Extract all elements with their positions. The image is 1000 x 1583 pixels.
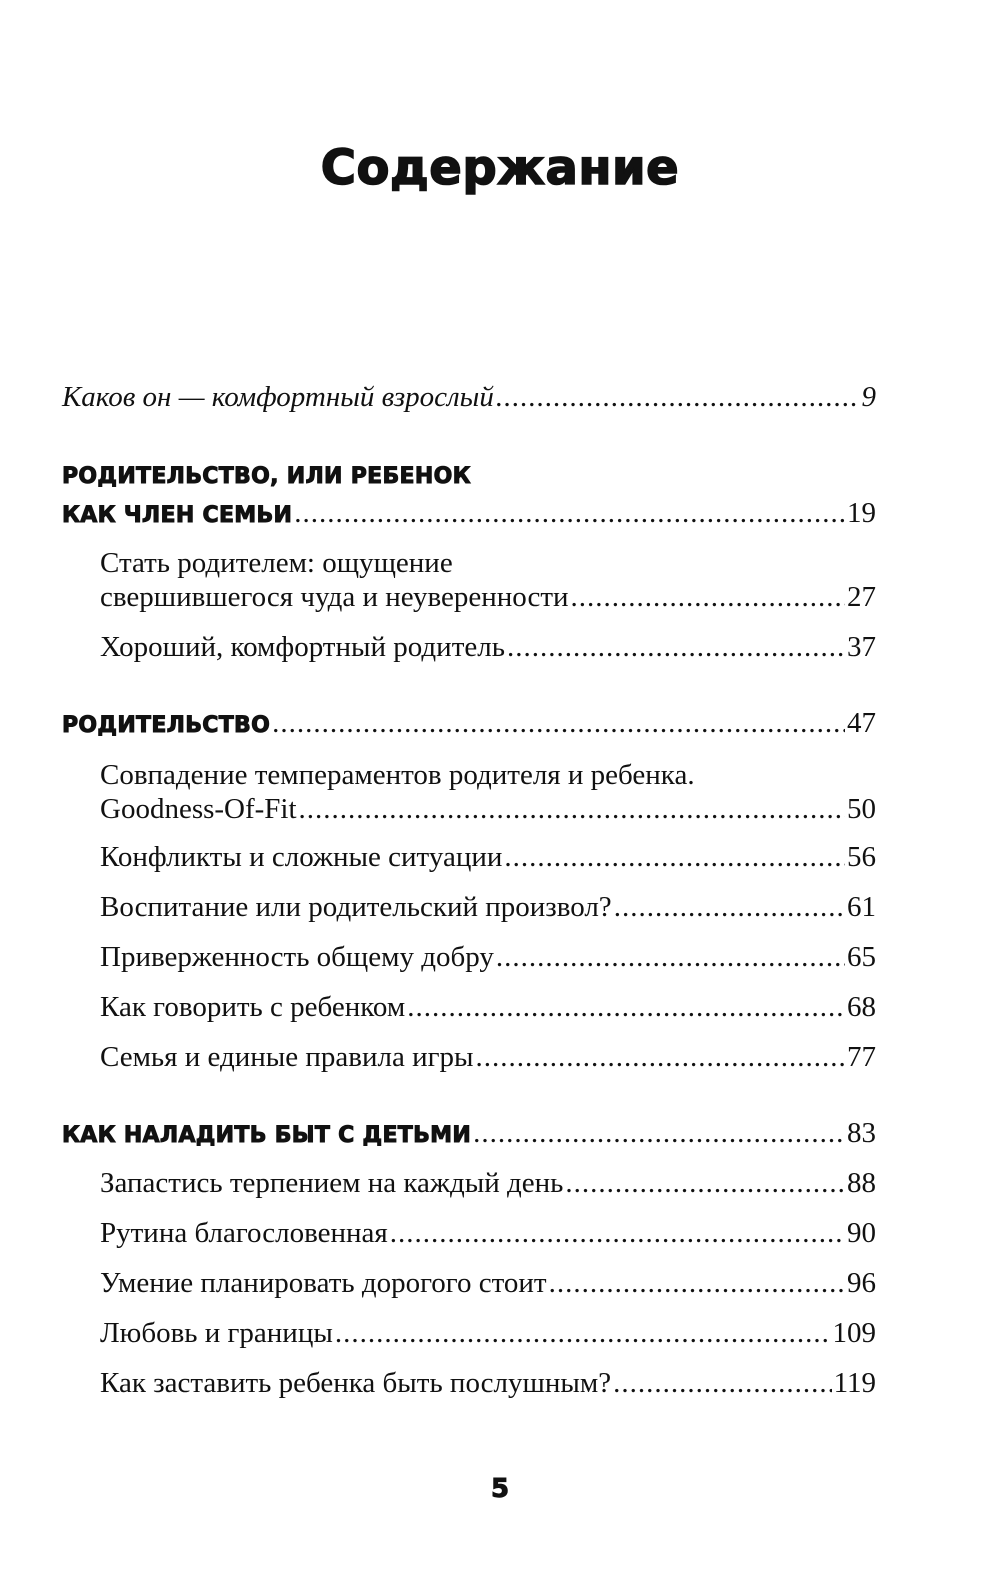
toc-entry[interactable] bbox=[100, 1216, 876, 1250]
toc-page-number: 19 bbox=[847, 497, 876, 529]
toc-section-heading[interactable] bbox=[62, 460, 876, 533]
toc-entry-title: Приверженность общему добру bbox=[100, 941, 494, 973]
toc-page-number: 56 bbox=[847, 841, 876, 873]
toc-page-number: 109 bbox=[832, 1317, 876, 1349]
toc-page-number: 50 bbox=[847, 793, 876, 825]
page-number: 5 bbox=[490, 1474, 510, 1504]
toc-entry-title: свершившегося чуда и неуверенности bbox=[100, 581, 569, 613]
toc-entry[interactable] bbox=[100, 546, 876, 614]
dot-leader bbox=[614, 890, 845, 924]
toc-entry-first-line: Стать родителем: ощущение bbox=[100, 547, 453, 579]
page-title: Содержание bbox=[320, 140, 680, 196]
toc-entry[interactable] bbox=[100, 758, 876, 826]
dot-leader bbox=[335, 1316, 831, 1350]
toc-entry[interactable] bbox=[100, 940, 876, 974]
toc-entry[interactable] bbox=[100, 1316, 876, 1350]
dot-leader bbox=[496, 940, 845, 974]
dot-leader bbox=[299, 792, 845, 826]
toc-entry-title: Конфликты и сложные ситуации bbox=[100, 841, 503, 873]
toc-page-number: 90 bbox=[847, 1217, 876, 1249]
dot-leader bbox=[571, 580, 845, 614]
toc-entry-title: Каков он — комфортный взрослый bbox=[62, 381, 494, 413]
toc-entry-title: Семья и единые правила игры bbox=[100, 1041, 474, 1073]
dot-leader bbox=[473, 1116, 845, 1150]
toc-page-number: 61 bbox=[847, 891, 876, 923]
dot-leader bbox=[549, 1266, 845, 1300]
toc-entry-title: Как говорить с ребенком bbox=[100, 991, 406, 1023]
toc-entry[interactable] bbox=[100, 890, 876, 924]
toc-page-number: 47 bbox=[847, 707, 876, 739]
toc-heading-title: КАК НАЛАДИТЬ БЫТ С ДЕТЬМИ bbox=[62, 1123, 472, 1148]
toc-entry[interactable] bbox=[100, 990, 876, 1024]
toc-page-number: 88 bbox=[847, 1167, 876, 1199]
toc-page-number: 68 bbox=[847, 991, 876, 1023]
toc-entry-title: Любовь и границы bbox=[100, 1317, 333, 1349]
toc-page-number: 27 bbox=[847, 581, 876, 613]
toc-section-heading[interactable] bbox=[62, 1116, 876, 1153]
toc-entry[interactable] bbox=[100, 630, 876, 664]
toc-entry-title: Запастись терпением на каждый день bbox=[100, 1167, 564, 1199]
toc-entry-title: Как заставить ребенка быть послушным? bbox=[100, 1367, 612, 1399]
dot-leader bbox=[613, 1366, 831, 1400]
toc-page-number: 77 bbox=[847, 1041, 876, 1073]
dot-leader bbox=[390, 1216, 845, 1250]
toc-entry-title: Рутина благословенная bbox=[100, 1217, 388, 1249]
toc-entry[interactable] bbox=[100, 1266, 876, 1300]
toc-entry[interactable] bbox=[100, 1166, 876, 1200]
toc-page-number: 9 bbox=[861, 381, 876, 413]
toc-section-heading[interactable] bbox=[62, 706, 876, 743]
toc-heading-title: КАК ЧЛЕН СЕМЬИ bbox=[62, 503, 293, 528]
dot-leader bbox=[294, 496, 845, 530]
toc-entry[interactable] bbox=[100, 1040, 876, 1074]
toc-page-number: 119 bbox=[833, 1367, 876, 1399]
toc-entry-title: Умение планировать дорогого стоит bbox=[100, 1267, 547, 1299]
toc-entry-title: Хороший, комфортный родитель bbox=[100, 631, 505, 663]
dot-leader bbox=[565, 1166, 845, 1200]
toc-page-number: 96 bbox=[847, 1267, 876, 1299]
toc-page-number: 65 bbox=[847, 941, 876, 973]
toc-entry-first-line: Совпадение темпераментов родителя и ребенка. bbox=[100, 759, 695, 791]
toc-entry-title: Воспитание или родительский произвол? bbox=[100, 891, 612, 923]
toc-entry[interactable] bbox=[62, 380, 876, 414]
toc-entry[interactable] bbox=[100, 840, 876, 874]
toc-heading-title: РОДИТЕЛЬСТВО bbox=[62, 713, 271, 738]
toc-page-number: 37 bbox=[847, 631, 876, 663]
toc-heading-first-line: РОДИТЕЛЬСТВО, ИЛИ РЕБЕНОК bbox=[62, 464, 471, 489]
toc-entry-title: Goodness-Of-Fit bbox=[100, 793, 297, 825]
dot-leader bbox=[272, 706, 845, 740]
toc-entry[interactable] bbox=[100, 1366, 876, 1400]
dot-leader bbox=[504, 840, 845, 874]
toc-page-number: 83 bbox=[847, 1117, 876, 1149]
dot-leader bbox=[407, 990, 845, 1024]
dot-leader bbox=[496, 380, 860, 414]
dot-leader bbox=[507, 630, 845, 664]
dot-leader bbox=[476, 1040, 846, 1074]
